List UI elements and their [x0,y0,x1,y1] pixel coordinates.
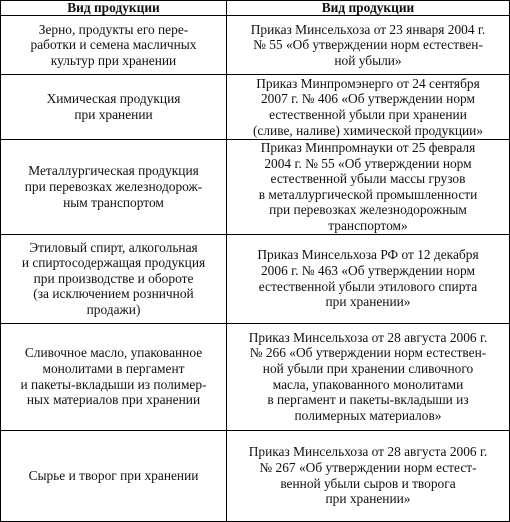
header-product-type: Вид продукции [1,1,227,16]
product-line: и спиртосодержащая продукция [21,255,206,271]
order-line: при хранении» [325,491,411,507]
table-row [1,140,510,235]
product-line: и пакеты-вкладыши из полимер- [20,376,207,392]
order-line: венной убыли сыров и творога [280,475,456,491]
order-line: 2007 г. № 406 «Об утверждении норм [260,91,475,107]
table-body [1,16,510,522]
header-row [1,1,510,16]
table-row [1,430,510,521]
header-order: Вид продукции [227,1,510,16]
order-text [231,76,505,138]
product-line: культур при хранении [50,52,177,68]
order-line: естественной убыли этилового спирта [258,278,478,294]
order-line: полимерных материалов» [294,407,442,423]
order-line: Приказ Минсельхоза от 28 августа 2006 г. [248,444,488,460]
order-cell [227,140,510,235]
table-row [1,323,510,430]
order-line: (сливе, наливе) химической продукции» [252,122,484,138]
product-line: Сливочное масло, упакованное [24,345,203,361]
order-line: естественной убыли массы грузов [270,171,466,187]
order-line: Приказ Минпромэнерго от 24 сентября [256,75,480,91]
product-cell [1,323,227,430]
order-cell [227,75,510,140]
product-line: при перевозках железнодорож- [24,178,203,194]
product-cell [1,234,227,323]
product-line: Химическая продукция [46,91,181,107]
product-text [7,163,220,210]
product-cell [1,430,227,521]
product-text [7,22,220,69]
product-text [7,468,220,484]
order-line: Приказ Минсельхоза РФ от 12 декабря [257,247,479,263]
product-cell [1,75,227,140]
order-line: ной убыли при хранении сливочного [262,360,474,376]
table-row [1,234,510,323]
table-row [1,75,510,140]
product-text [7,345,220,407]
order-line: № 266 «Об утверждении норм естествен- [249,345,487,361]
product-line: при производстве и обороте [33,270,194,286]
product-cell [1,16,227,75]
order-line: Приказ Минсельхоза от 28 августа 2006 г. [248,329,488,345]
order-line: № 55 «Об утверждении норм естествен- [253,37,483,53]
order-text [231,140,505,234]
product-cell [1,140,227,235]
product-line: ных материалов при хранении [26,392,201,408]
order-line: при перевозках железнодорожным [269,202,467,218]
order-line: в металлургической промышленности [258,186,478,202]
order-line: транспортом» [328,217,408,233]
order-line: масла, упакованного монолитами [272,376,464,392]
order-cell [227,430,510,521]
order-line: 2004 г. № 55 «Об утверждении норм [264,155,472,171]
product-text [7,91,220,122]
order-line: 2006 г. № 463 «Об утверждении норм [260,262,475,278]
order-line: при хранении» [325,294,411,310]
product-text [7,240,220,318]
order-line: Приказ Минсельхоза от 23 января 2004 г. [250,21,486,37]
order-text [231,22,505,69]
order-text [231,247,505,309]
table-row [1,16,510,75]
product-line: монолитами в пергамент [42,360,185,376]
order-line: в пергамент и пакеты-вкладыши из [267,392,469,408]
order-text [231,444,505,506]
product-line: Этиловый спирт, алкогольная [29,239,198,255]
order-cell [227,323,510,430]
order-line: № 267 «Об утверждении норм естест- [259,459,477,475]
product-line: при хранении [74,107,153,122]
order-line: естественной убыли при хранении [269,107,467,122]
order-line: ной убыли» [334,52,402,68]
product-line: Металлургическая продукция [28,163,199,179]
product-line: работки и семена масличных [30,37,197,53]
order-cell [227,16,510,75]
order-line: Приказ Минпромнауки от 25 февраля [260,140,476,155]
order-cell [227,234,510,323]
product-line: продажи) [86,301,141,317]
product-line: Зерно, продукты его пере- [38,21,189,37]
product-line: ным транспортом [63,194,164,210]
order-text [231,330,505,424]
product-line: Сырье и творог при хранении [28,467,199,483]
product-line: (за исключением розничной [33,286,194,302]
